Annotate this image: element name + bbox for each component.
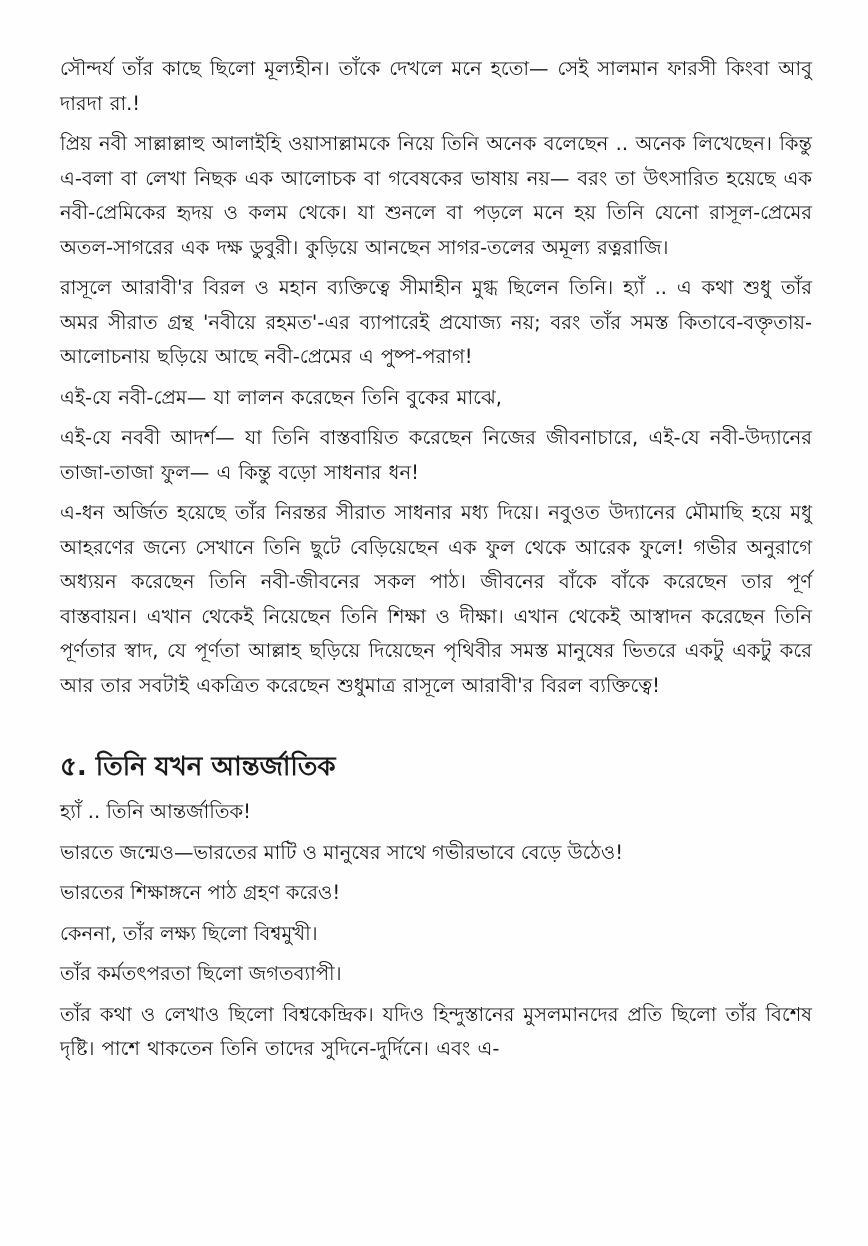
paragraph-nabi-prem: এই-যে নবী-প্রেম— যা লালন করেছেন তিনি বুকের মাঝে,: [60, 385, 502, 409]
paragraph-final: তাঁর কথা ও লেখাও ছিলো বিশ্বকেন্দ্রিক। যদিও হিন্দুস্তানের মুসলমানদের প্রতি ছিলো তাঁর বিশেষ দৃষ্টি। পাশে থাকতেন তিনি তাদের সুদিনে-দুর্দিনে। এবং এ-: [60, 1002, 812, 1060]
paragraph-nababi-adarsha: এই-যে নববী আদর্শ— যা তিনি বাস্তবায়িত করেছেন নিজের জীবনাচারে, এই-যে নবী-উদ্যানের তাজা-তাজা ফুল— এ কিন্তু বড়ো সাধনার ধন!: [60, 426, 812, 484]
section-line: তাঁর কর্মতৎপরতা ছিলো জগতব্যাপী।: [60, 962, 342, 985]
section-line: কেননা, তাঁর লক্ষ্য ছিলো বিশ্বমুখী।: [60, 921, 318, 945]
section-line: ভারতে জন্মেও—ভারতের মাটি ও মানুষের সাথে গভীরভাবে বেড়ে উঠেও!: [60, 840, 624, 864]
section-line: হ্যাঁ .. তিনি আন্তর্জাতিক!: [60, 800, 251, 823]
paragraph-beauty: সৌন্দর্য তাঁর কাছে ছিলো মূল্যহীন। তাঁকে দেখলে মনে হতো— সেই সালমান ফারসী কিংবা আবু দারদা রা.!: [60, 57, 812, 115]
section-heading: ৫. তিনি যখন আন্তর্জাতিক: [60, 752, 336, 782]
section-line: ভারতের শিক্ষাঙ্গনে পাঠ গ্রহণ করেও!: [60, 881, 341, 904]
paragraph-sirat-sadhana: এ-ধন অর্জিত হয়েছে তাঁর নিরন্তর সীরাত সাধনার মধ্য দিয়ে। নবুওত উদ্যানের মৌমাছি হয়ে মধু আহরণের জন্যে সেখানে তিনি ছুটে বেড়িয়েছেন এক ফুল থেকে আরেক ফুলে! গভীর অনুরাগে অধ্যয়ন করেছেন তিনি নবী-জীবনের সকল পাঠ। জীবনের বাঁকে বাঁকে করেছেন তার পূর্ণ বাস্তবায়ন। এখান থেকেই নিয়েছেন তিনি শিক্ষা ও দীক্ষা। এখান থেকেই আস্বাদন করেছেন তিনি পূর্ণতার স্বাদ, যে পূর্ণতা আল্লাহ ছড়িয়ে দিয়েছেন পৃথিবীর সমস্ত মানুষের ভিতরে একটু একটু করে আর তার সবটাই একত্রিত করেছেন শুধুমাত্র রাসূলে আরাবী'র বিরল ব্যক্তিত্বে!: [60, 501, 812, 697]
paragraph-prophet-love: প্রিয় নবী সাল্লাল্লাহু আলাইহি ওয়াসাল্লামকে নিয়ে তিনি অনেক বলেছেন .. অনেক লিখেছেন। কিন্তু এ-বলা বা লেখা নিছক এক আলোচক বা গবেষকের ভাষায় নয়— বরং তা উৎসারিত হয়েছে এক নবী-প্রেমিকের হৃদয় ও কলম থেকে। যা শুনলে বা পড়লে মনে হয় তিনি যেনো রাসূল-প্রেমের অতল-সাগরের এক দক্ষ ডুবুরী। কুড়িয়ে আনছেন সাগর-তলের অমূল্য রত্নরাজি।: [60, 132, 812, 259]
paragraph-rasul-personality: রাসূলে আরাবী'র বিরল ও মহান ব্যক্তিত্বে সীমাহীন মুগ্ধ ছিলেন তিনি। হ্যাঁ .. এ কথা শুধু তাঁর অমর সীরাত গ্রন্থ 'নবীয়ে রহমত'-এর ব্যাপারেই প্রযোজ্য নয়; বরং তাঁর সমস্ত কিতাবে-বক্তৃতায়-আলোচনায় ছড়িয়ে আছে নবী-প্রেমের এ পুষ্প-পরাগ!: [60, 276, 812, 368]
